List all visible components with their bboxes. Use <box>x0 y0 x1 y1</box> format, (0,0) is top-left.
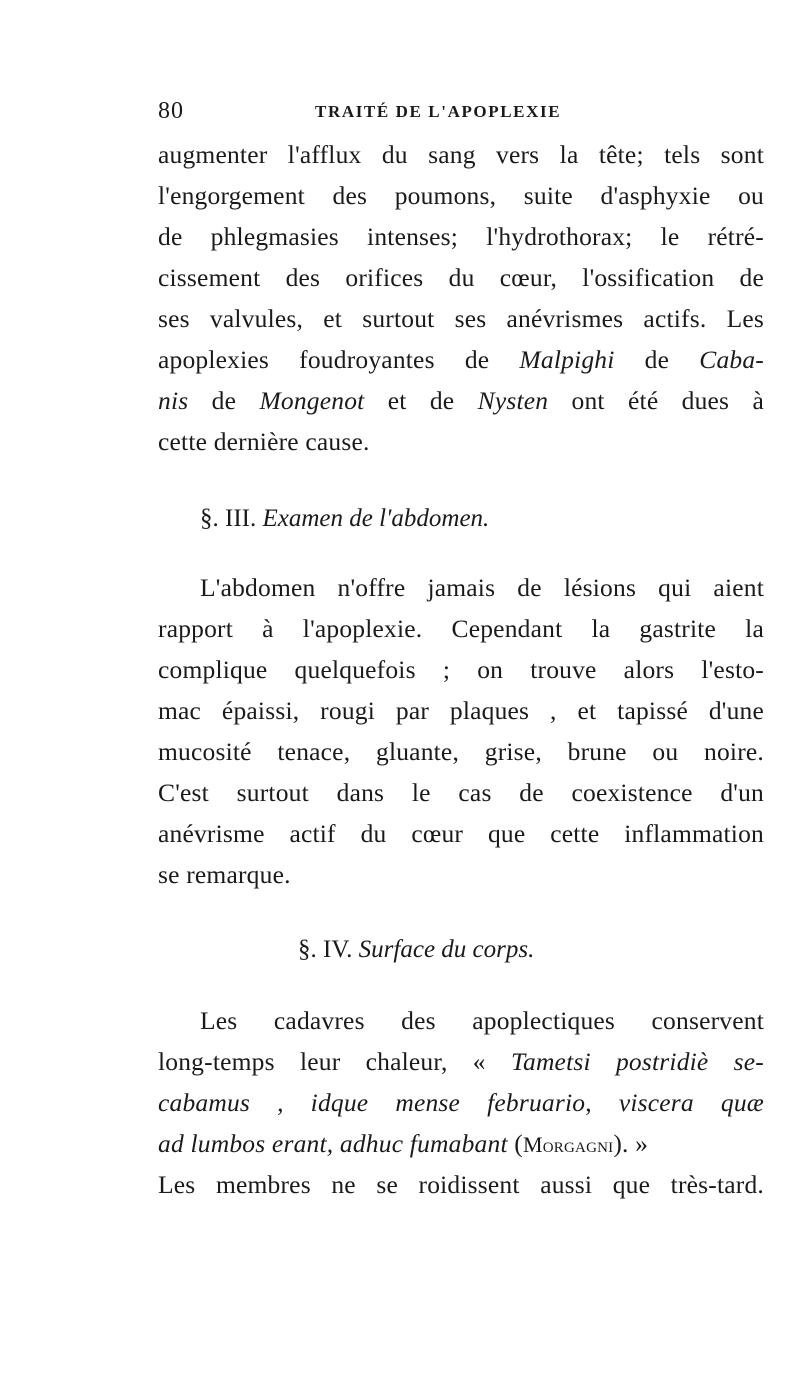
text-run: long-temps leur chaleur, « <box>158 1047 511 1076</box>
para1-line-4: cissement des orifices du cœur, l'ossification de <box>158 263 764 292</box>
para2-line-1: L'abdomen n'offre jamais de lésions qui aient <box>200 573 764 602</box>
running-title: TRAITÉ DE L'APOPLEXIE <box>315 102 562 121</box>
text-run: , <box>585 1088 619 1117</box>
para2-line-8: se remarque. <box>158 860 291 889</box>
name-nysten: Nysten <box>477 386 549 415</box>
text-run: ). » <box>613 1129 649 1158</box>
latin-quote: ad lumbos erant, adhuc fumabant <box>158 1129 508 1158</box>
latin-quote: cabamus , idque mense februario <box>158 1088 586 1117</box>
section-heading-iii <box>200 505 489 533</box>
text-run: ont été dues à <box>548 386 765 415</box>
text-run: de <box>614 345 700 374</box>
para3-line-5: Les membres ne se roidissent aussi que très-tard. <box>158 1170 764 1199</box>
section-number: §. IV. <box>298 936 353 963</box>
text-run: apoplexies foudroyantes de <box>158 345 520 374</box>
name-mongenot: Mongenot <box>259 386 365 415</box>
para2-line-7: anévrisme actif du cœur que cette inflammation <box>158 819 764 848</box>
para3-line-2 <box>158 1047 764 1077</box>
para2-line-4: mac épaissi, rougi par plaques , et tapissé d'une <box>158 696 764 725</box>
para3-line-3 <box>158 1088 764 1118</box>
name-cabanis-part: Caba- <box>699 345 764 374</box>
para1-line-5: ses valvules, et surtout ses anévrismes actifs. Les <box>158 304 764 333</box>
latin-quote: Tametsi postridiè se- <box>510 1047 764 1076</box>
para1-line-3: de phlegmasies intenses; l'hydrothorax; le rétré- <box>158 222 764 251</box>
para1-line-2: l'engorgement des poumons, suite d'asphyxie ou <box>158 181 764 210</box>
section-title: Examen de l'abdomen. <box>262 505 490 532</box>
name-malpighi: Malpighi <box>519 345 615 374</box>
name-cabanis-end: nis <box>158 386 189 415</box>
para2-line-2: rapport à l'apoplexie. Cependant la gastrite la <box>158 614 764 643</box>
para2-line-3: complique quelquefois ; on trouve alors l'esto- <box>158 655 764 684</box>
para1-line-8: cette dernière cause. <box>158 427 370 456</box>
section-number: §. III. <box>200 505 257 532</box>
text-run: de <box>188 386 260 415</box>
para3-line-4 <box>158 1129 648 1159</box>
latin-quote: viscera quæ <box>618 1088 764 1117</box>
page-number: 80 <box>158 98 184 124</box>
para1-line-6 <box>158 345 764 375</box>
para3-line-1: Les cadavres des apoplectiques conservent <box>200 1006 764 1035</box>
author-morgagni: Morgagni <box>523 1132 614 1157</box>
para1-line-7 <box>158 386 764 416</box>
section-heading-iv <box>298 936 534 964</box>
para2-line-5: mucosité tenace, gluante, grise, brune ou noire. <box>158 737 764 766</box>
para1-line-1: augmenter l'afflux du sang vers la tête; tels sont <box>158 140 764 169</box>
para2-line-6: C'est surtout dans le cas de coexistence d'un <box>158 778 764 807</box>
text-run: ( <box>507 1129 524 1158</box>
section-title: Surface du corps. <box>358 936 535 963</box>
running-head <box>158 98 758 128</box>
text-run: et de <box>364 386 478 415</box>
